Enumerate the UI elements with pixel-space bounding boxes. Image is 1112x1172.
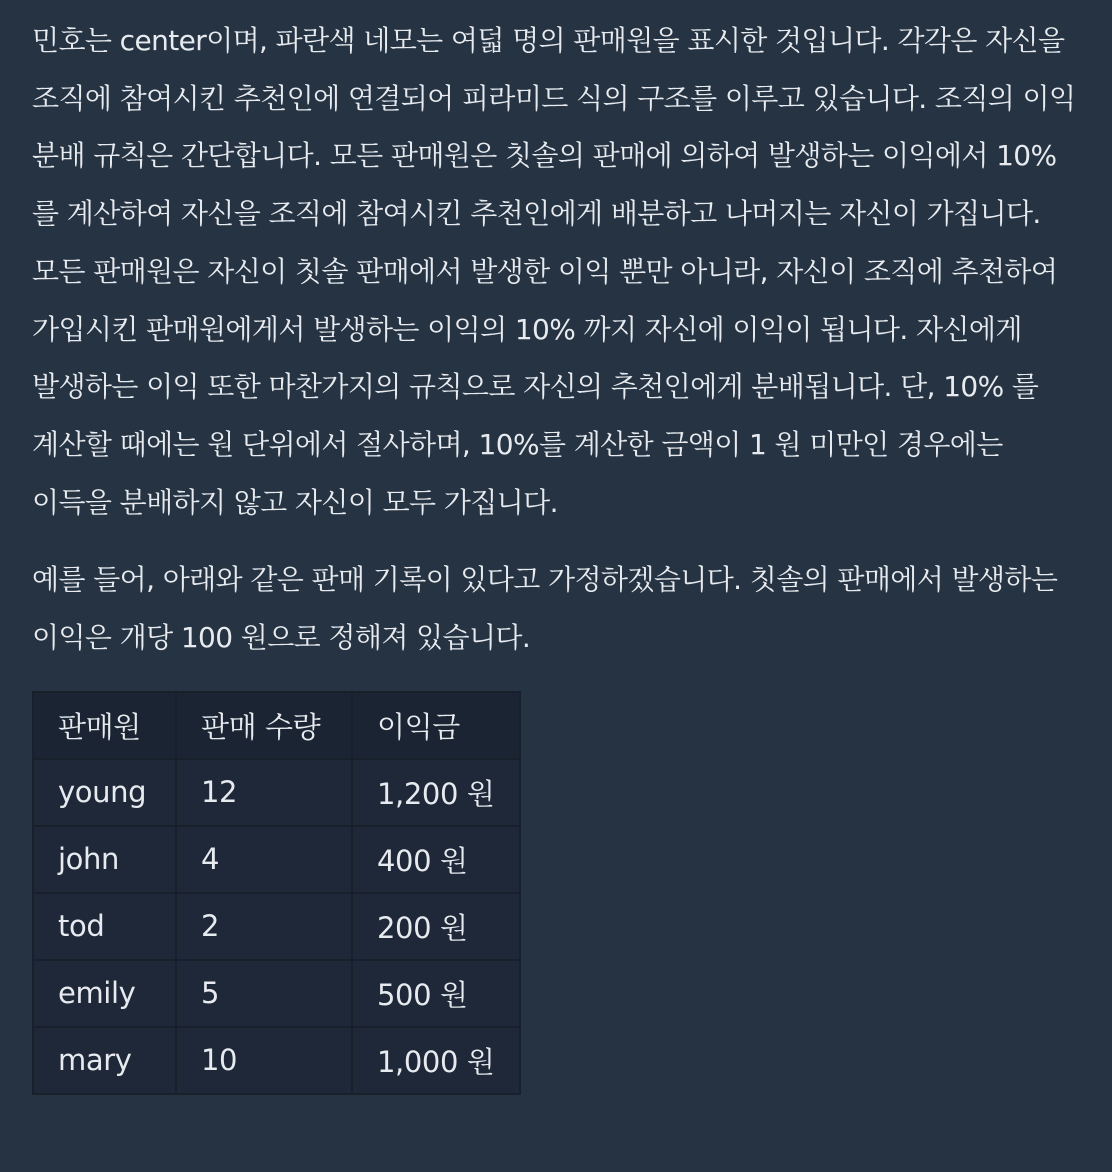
- table-row: [33, 1027, 520, 1094]
- table-row: [33, 826, 520, 893]
- paragraph-profit-rules: 민호는 center이며, 파란색 네모는 여덟 명의 판매원을 표시한 것입니다. 각각은 자신을 조직에 참여시킨 추천인에 연결되어 피라미드 식의 구조를 이루고 있습니다. 조직의 이익 분배 규칙은 간단합니다. 모든 판매원은 칫솔의 판매에 의하여 발생하는 이익에서 10% 를 계산하여 자신을 조직에 참여시킨 추천인에게 배분하고 나머지는 자신이 가집니다. 모든 판매원은 자신이 칫솔 판매에서 발생한 이익 뿐만 아니라, 자신이 조직에 추천하여 가입시킨 판매원에게서 발생하는 이익의 10% 까지 자신에 이익이 됩니다. 자신에게 발생하는 이익 또한 마찬가지의 규칙으로 자신의 추천인에게 분배됩니다. 단, 10% 를 계산할 때에는 원 단위에서 절사하며, 10%를 계산한 금액이 1 원 미만인 경우에는 이득을 분배하지 않고 자신이 모두 가집니다.: [32, 24, 1076, 519]
- cell-profit: 500 원: [352, 960, 520, 1027]
- table-header-row: [33, 692, 520, 759]
- table-body: [33, 759, 520, 1094]
- cell-profit: 1,000 원: [352, 1027, 520, 1094]
- table-row: [33, 960, 520, 1027]
- cell-seller: young: [33, 759, 176, 826]
- header-profit: 이익금: [352, 692, 520, 759]
- cell-quantity: 2: [176, 893, 352, 960]
- table-header: [33, 692, 520, 759]
- cell-profit: 200 원: [352, 893, 520, 960]
- cell-quantity: 12: [176, 759, 352, 826]
- cell-seller: john: [33, 826, 176, 893]
- cell-seller: mary: [33, 1027, 176, 1094]
- table-row: [33, 759, 520, 826]
- cell-profit: 400 원: [352, 826, 520, 893]
- cell-profit: 1,200 원: [352, 759, 520, 826]
- cell-quantity: 5: [176, 960, 352, 1027]
- cell-quantity: 10: [176, 1027, 352, 1094]
- cell-quantity: 4: [176, 826, 352, 893]
- cell-seller: emily: [33, 960, 176, 1027]
- sales-record-table: [32, 691, 521, 1095]
- paragraph-example-intro: 예를 들어, 아래와 같은 판매 기록이 있다고 가정하겠습니다. 칫솔의 판매에서 발생하는 이익은 개당 100 원으로 정해져 있습니다.: [32, 563, 1058, 655]
- cell-seller: tod: [33, 893, 176, 960]
- header-seller: 판매원: [33, 692, 176, 759]
- header-quantity: 판매 수량: [176, 692, 352, 759]
- table-row: [33, 893, 520, 960]
